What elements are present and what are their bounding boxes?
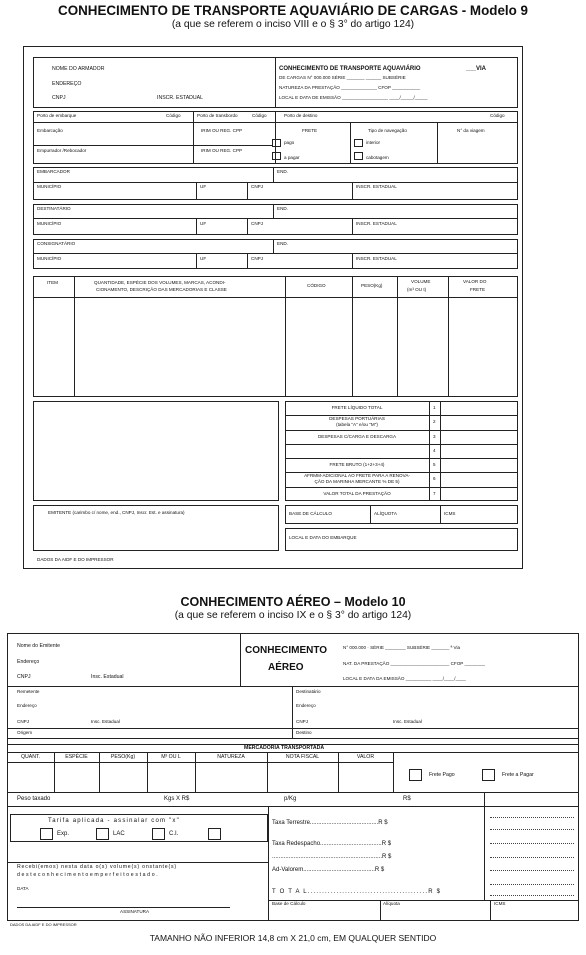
m10-doc-title-2: AÉREO xyxy=(268,662,304,673)
m9-fee-label: FRETE LÍQUIDO TOTAL xyxy=(331,405,383,410)
m9-interior-checkbox[interactable] xyxy=(354,139,363,147)
m9-volume-col-2: (m³ OU t) xyxy=(407,287,427,292)
m9-consig-uf: UF xyxy=(200,256,207,261)
m9-consignatario-box xyxy=(33,239,518,269)
m10-frete-pagar: Frete a Pagar xyxy=(502,772,534,778)
m9-embarcacao: Embarcação xyxy=(37,128,63,133)
m9-porto-transb: Porto de transbordo xyxy=(197,113,238,118)
m9-fee-label: FRETE BRUTO (1+2+3+4) xyxy=(329,462,385,468)
m10-title: CONHECIMENTO AÉREO – Modelo 10 xyxy=(180,595,406,609)
m9-pago-label: pago xyxy=(284,140,295,145)
m9-dest-end: END. xyxy=(277,206,288,211)
m9-subtitle: (a que se referem o inciso VIII e o § 3° do artigo 124) xyxy=(171,19,415,30)
m9-valor-col-1: VALOR DO xyxy=(463,279,487,284)
m10-lac: LAC xyxy=(113,831,125,837)
m9-fee-label: DESPESAS PORTUÁRIAS xyxy=(329,416,385,422)
m10-nat: NAT. DA PRESTAÇÃO _______________________ CFOP ________ xyxy=(343,661,485,666)
m10-peso-taxado: Peso taxado xyxy=(17,796,51,802)
m9-interior-label: interior xyxy=(366,140,381,145)
m9-embarcador-label: EMBARCADOR xyxy=(37,169,70,174)
m10-frete-pagar-checkbox[interactable] xyxy=(482,769,495,781)
m10-destinatario: Destinatário xyxy=(296,689,321,694)
m10-numero: N° 000.000 · SÉRIE ________ SUBSÉRIE _______ ª Via xyxy=(343,645,461,650)
m9-fee-number: 7 xyxy=(433,490,436,496)
m10-cnpj: CNPJ xyxy=(17,674,31,680)
m9-valor-col-2: FRETE xyxy=(470,287,486,292)
m9-apagar-checkbox[interactable] xyxy=(272,152,281,160)
m9-embarcador-box xyxy=(33,167,518,200)
m9-fee-label: VALOR TOTAL DA PRESTAÇÃO xyxy=(323,490,391,496)
m9-pago-checkbox[interactable] xyxy=(272,139,281,147)
m9-destinatario-box xyxy=(33,204,518,235)
m9-consig-cnpj: CNPJ xyxy=(251,256,263,261)
m9-remarks-box xyxy=(33,401,279,501)
m9-armador-label: NOME DO ARMADOR xyxy=(52,66,105,72)
m9-emb-end: END. xyxy=(277,169,288,174)
m10-blank-checkbox[interactable] xyxy=(208,828,221,840)
m9-fee-number: 2 xyxy=(433,419,436,425)
m9-fee-sublabel: (tabela "A" e/ou "M") xyxy=(336,422,378,428)
m9-items-table xyxy=(33,276,518,397)
m9-qtd-col-1: QUANTIDADE, ESPÉCIE DOS VOLUMES, MARCAS, ACONDI- xyxy=(94,280,226,285)
m10-ci-checkbox[interactable] xyxy=(152,828,165,840)
m9-consig-label: CONSIGNATÁRIO xyxy=(37,241,76,246)
m10-remetente: Remetente xyxy=(17,689,40,694)
m10-col-header: M³ OU L xyxy=(161,754,181,760)
m10-dest-inscr: Insc. Estadual xyxy=(393,719,422,724)
m9-fee-number: 3 xyxy=(433,433,436,439)
m9-item-col: ITEM xyxy=(47,280,58,285)
m10-rem-inscr: Insc. Estadual xyxy=(91,719,120,724)
m9-codigo-3: Código xyxy=(490,113,505,118)
m9-porto-dest: Porto de destino xyxy=(284,113,318,118)
m9-dest-uf: UF xyxy=(200,221,207,226)
m9-emitente-label: EMITENTE (carimbo c/ nome, end., CNPJ, Inscr. Est. e assinatura) xyxy=(48,510,185,515)
m9-apagar-label: a pagar xyxy=(284,155,300,160)
m9-qtd-col-2: CIONAMENTO, DESCRIÇÃO DAS MERCADORIAS E CLASSE xyxy=(96,287,227,292)
m10-dest-cnpj: CNPJ xyxy=(296,719,308,724)
m10-ad-val: Ad-Valorem...........................................R $ xyxy=(272,867,385,873)
m10-dest-endereco: Endereço xyxy=(296,703,316,708)
m9-irim-2: IRIM OU REG. CPP xyxy=(201,148,243,153)
m10-lac-checkbox[interactable] xyxy=(96,828,109,840)
m9-codigo-1: Código xyxy=(166,113,181,118)
m9-natureza: NATUREZA DA PRESTAÇÃO ______________ CFOP ___________ xyxy=(279,85,421,90)
m9-cnpj-label: CNPJ xyxy=(52,95,66,101)
m9-irim-1: IRIM OU REG. CPP xyxy=(201,128,243,133)
m10-nome-emit: Nome do Emitente xyxy=(17,643,60,649)
m9-codigo-col: CÓDIGO xyxy=(307,283,326,288)
m10-total: T O T A L..........................................R $ xyxy=(272,889,442,895)
m9-frete-label: FRETE xyxy=(302,128,318,133)
m10-col-header: ESPÉCIE xyxy=(65,754,88,760)
m10-taxa-terr: Taxa Terrestre.........................................R $ xyxy=(272,820,388,826)
m10-col-header: NOTA FISCAL xyxy=(285,754,320,760)
m10-taxa-red: Taxa Redespacho.....................................R $ xyxy=(272,841,392,847)
m9-fee-number: 4 xyxy=(433,447,436,453)
m10-exp-checkbox[interactable] xyxy=(40,828,53,840)
m9-dest-inscr: INSCR. ESTADUAL xyxy=(356,221,397,226)
m9-cabotagem-label: cabotagem xyxy=(366,155,389,160)
m10-inscr: Insc. Estadual xyxy=(91,674,124,680)
m9-local-data: LOCAL E DATA DE EMISSÃO __________________ ____/_____/_____ xyxy=(279,95,428,100)
m10-tarifa: Tarifa aplicada - assinalar com "x" xyxy=(48,818,180,824)
m10-col-header: VALOR xyxy=(356,754,375,760)
m9-dest-label: DESTINATÁRIO xyxy=(37,206,71,211)
m10-local: LOCAL E DATA DA EMISSÃO __________ ____/____/____ xyxy=(343,676,466,681)
m10-endereco: Endereço xyxy=(17,659,40,665)
m9-peso-col: PESO(Kg) xyxy=(361,283,383,288)
m9-base-calc: BASE DE CÁLCULO xyxy=(289,511,332,516)
m9-consig-inscr: INSCR. ESTADUAL xyxy=(356,256,397,261)
m9-codigo-2: Código xyxy=(252,113,267,118)
m9-fee-number: 5 xyxy=(433,462,436,468)
m10-destino: Destino xyxy=(296,730,312,735)
m9-consig-municipio: MUNICÍPIO xyxy=(37,256,62,261)
m9-fee-sublabel: ÇÃO DA MARINHA MERCANTE % DE 5) xyxy=(314,479,400,485)
m10-rem-endereco: Endereço xyxy=(17,703,37,708)
m9-emb-uf: UF xyxy=(200,184,207,189)
m9-volume-col-1: VOLUME xyxy=(411,279,431,284)
m9-fee-number: 6 xyxy=(433,476,436,482)
m9-fee-label: DESPESAS C/CARGA E DESCARGA xyxy=(317,433,397,439)
m9-inscr-label: INSCR. ESTADUAL xyxy=(157,95,204,101)
m9-emb-inscr: INSCR. ESTADUAL xyxy=(356,184,397,189)
m9-endereco-label: ENDEREÇO xyxy=(52,81,82,87)
m10-kgs: Kgs X R$ xyxy=(164,796,190,802)
m10-col-header: QUANT. xyxy=(20,754,41,760)
m10-recebi-2: d e s t e c o n h e c i m e n t o e m p e r f e i t o e s t a d o . xyxy=(17,872,158,878)
m10-frete-pago-checkbox[interactable] xyxy=(409,769,422,781)
m9-dest-cnpj: CNPJ xyxy=(251,221,263,226)
m10-base: Base de Cálculo xyxy=(272,901,306,906)
m9-n-viagem: N° da viagem xyxy=(457,128,485,133)
m9-emb-cnpj: CNPJ xyxy=(251,184,263,189)
m10-subtitle: (a que se referem o inciso IX e o § 3° do artigo 124) xyxy=(174,610,412,621)
m9-fee-number: 1 xyxy=(433,405,436,410)
m10-doc-title-1: CONHECIMENTO xyxy=(245,645,328,656)
m10-rs: R$ xyxy=(403,796,411,802)
m10-col-header: PESO(Kg) xyxy=(110,754,136,760)
m10-ci: C.I. xyxy=(169,831,179,837)
m10-frete-pago: Frete Pago xyxy=(429,772,455,778)
m10-exp: Exp. xyxy=(57,831,70,837)
m10-dados-aidf: DADOS DA AIDF E DO IMPRESSOR xyxy=(10,922,77,927)
m9-tipo-nav: Tipo de navegação xyxy=(368,128,407,133)
m9-doc-title: CONHECIMENTO DE TRANSPORTE AQUAVIÁRIO xyxy=(279,66,421,72)
m10-data: DATA xyxy=(17,886,29,891)
m9-title: CONHECIMENTO DE TRANSPORTE AQUAVIÁRIO DE CARGAS - Modelo 9 xyxy=(58,3,528,18)
m10-merc-title: MERCADORIA TRANSPORTADA xyxy=(244,745,325,751)
footer-note: TAMANHO NÃO INFERIOR 14,8 cm X 21,0 cm, EM QUALQUER SENTIDO xyxy=(149,933,437,943)
m10-origem: Origem xyxy=(17,730,33,735)
m10-rs-line: ..................................................................R $ xyxy=(272,854,392,860)
m9-cargas: DE CARGAS N° 000.000 SÉRIE _______ ______ SUBSÉRIE xyxy=(279,75,406,80)
m9-cabotagem-checkbox[interactable] xyxy=(354,152,363,160)
m9-consig-end: END. xyxy=(277,241,288,246)
m10-recebi-1: Recebi(emos) nesta data o(s) volume(s) onstante(s) xyxy=(17,864,177,870)
m9-dados-aidf: DADOS DA AIDF E DO IMPRESSOR xyxy=(37,557,114,562)
m10-aliquota: Alíquota xyxy=(383,901,400,906)
m9-local-emb: LOCAL E DATA DO EMBARQUE xyxy=(289,535,357,540)
m9-dest-municipio: MUNICÍPIO xyxy=(37,221,62,226)
m9-porto-emb: Porto de embarque xyxy=(37,113,77,118)
m10-rem-cnpj: CNPJ xyxy=(17,719,29,724)
m10-icms: ICMS xyxy=(494,901,506,906)
m9-fee-label: AFRMM-ADICIONAL AO FRETE PARA A RENOVA- xyxy=(304,473,410,479)
m9-via: ___VIA xyxy=(466,66,487,72)
m10-assinatura: ASSINATURA xyxy=(120,909,150,914)
m10-col-header: NATUREZA xyxy=(217,754,245,760)
m9-emb-municipio: MUNICÍPIO xyxy=(37,184,62,189)
m9-icms: ICMS xyxy=(444,511,456,516)
m10-pkg: p/Kg xyxy=(284,796,297,802)
m9-empurrador: Empurrador /Rebocador xyxy=(37,148,87,153)
m9-aliquota: ALÍQUOTA xyxy=(374,511,397,516)
